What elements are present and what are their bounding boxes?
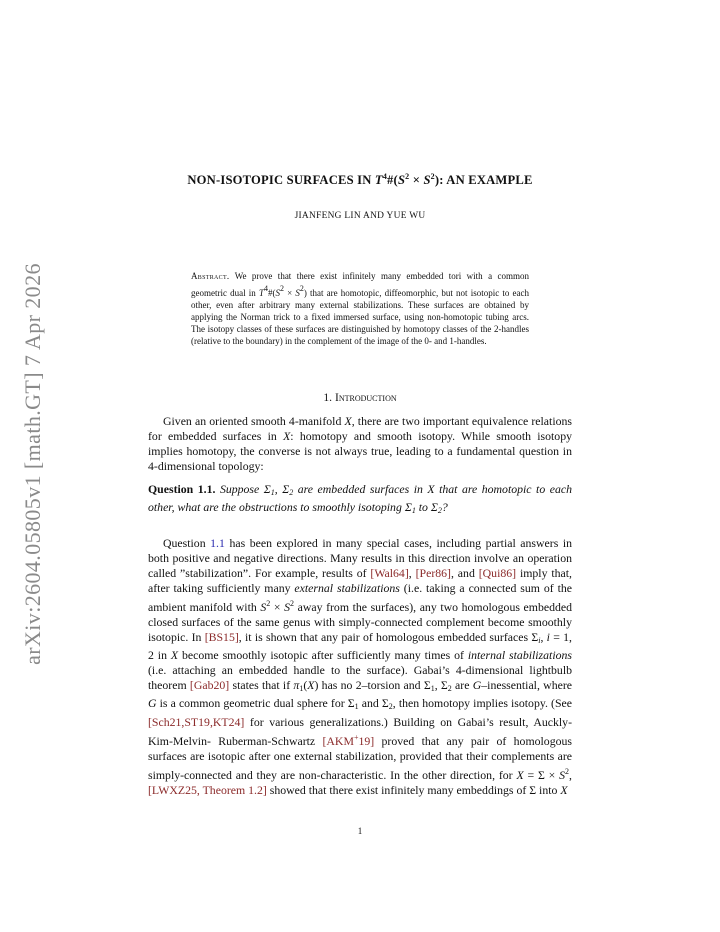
abstract-label: Abstract. bbox=[191, 271, 230, 281]
intro-paragraph-1: Given an oriented smooth 4-manifold X, there are two important equivalence relations for embedded surfaces in X: homotopy and smooth isotopy. While smooth isotopy implies homotopy, the converse is not always true, leading to a fundamental question in 4-dimensional topology: bbox=[148, 414, 572, 474]
question-1-1: Question 1.1. Suppose $\Sigma_1$, $\Sigma_2$ are embedded surfaces in X that are homotopic to each other, what are the obstructions to smoothly isotoping $\Sigma_1$ to $\Sigma_2$? bbox=[148, 482, 572, 516]
citation-gab20[interactable]: [Gab20] bbox=[189, 678, 230, 693]
citation-akm19[interactable]: [AKM+19] bbox=[322, 732, 375, 748]
citation-wal64[interactable]: [Wal64] bbox=[370, 566, 409, 581]
question-reference-link[interactable]: 1.1 bbox=[210, 536, 225, 550]
citation-qui86[interactable]: [Qui86] bbox=[478, 566, 517, 581]
citation-sch21[interactable]: [Sch21, bbox=[148, 714, 185, 729]
paper-authors: JIANFENG LIN AND YUE WU bbox=[294, 211, 426, 221]
arxiv-identifier: arXiv:2604.05805v1 [math.GT] 7 Apr 2026 bbox=[20, 263, 45, 665]
citation-bs15[interactable]: [BS15] bbox=[204, 630, 239, 645]
question-label: Question 1.1. bbox=[148, 482, 216, 496]
section-heading: 1. Introduction bbox=[323, 391, 397, 404]
citation-lwxz25[interactable]: [LWXZ25, Theorem 1.2] bbox=[148, 782, 267, 797]
citation-kt24[interactable]: KT24] bbox=[212, 714, 245, 729]
abstract: Abstract. We prove that there exist infinitely many embedded tori with a common geometric dual in T4#(S2 × S2) that are homotopic, diffeomorphic, but not isotopic to each other, even after arbitrary many external stabilizations. These surfaces are obtained by applying the Norman trick to a fixed immersed surface, using non-homotopic tubing arcs. The isotopy classes of these surfaces are distinguished by homotopy classes of the 2-handles (relative to the boundary) in the complement of the image of the 0- and 1-handles. bbox=[191, 271, 530, 346]
intro-paragraph-2: Question 1.1 has been explored in many special cases, including partial answers in both positive and negative directions. Many results in this direction involve an operation called ”stabilization”. For example, results of [Wal64], [Per86], and [Qui86] imply that, after taking sufficiently many external stabilizations (i.e. taking a connected sum of the ambient manifold with $S^2 \times S^2$ away from the surfaces), any two homologous embedded closed surfaces of the same genus with simply-connected complement become smoothly isotopic. In [BS15], it is shown that any pair of homologous embedded surfaces $\Sigma_i$, i = 1, 2 in X become smoothly isotopic after sufficiently many times of internal stabilizations (i.e. attaching an embedded handle to the surface). Gabai’s 4-dimensional lightbulb theorem [Gab20] states that if $\pi_1(X)$ has no 2–torsion and $\Sigma_1$, $\Sigma_2$ are G–inessential, where G is a common geometric dual sphere for $\Sigma_1$ and $\Sigma_2$, then homotopy implies isotopy. (See [Sch21,ST19,KT24] for various generalizations.) Building on Gabai’s result, Auckly-Kim-Melvin- Ruberman-Schwartz [AKM+19] proved that any pair of homologous surfaces are isotopic after one external stabilization, provided that their complements are simply-connected and they are non-characteristic. In the other direction, for $X = \Sigma \times S^2$, [LWXZ25, Theorem 1.2] showed that there exist infinitely many embeddings of Σ into X bbox=[148, 536, 573, 797]
paper-title: NON-ISOTOPIC SURFACES IN $T^4\#(S^2 \times S^2)$: AN EXAMPLE bbox=[187, 172, 533, 188]
page-number: 1 bbox=[357, 826, 363, 836]
citation-st19[interactable]: ST19, bbox=[184, 714, 213, 729]
citation-per86[interactable]: [Per86] bbox=[415, 566, 451, 581]
